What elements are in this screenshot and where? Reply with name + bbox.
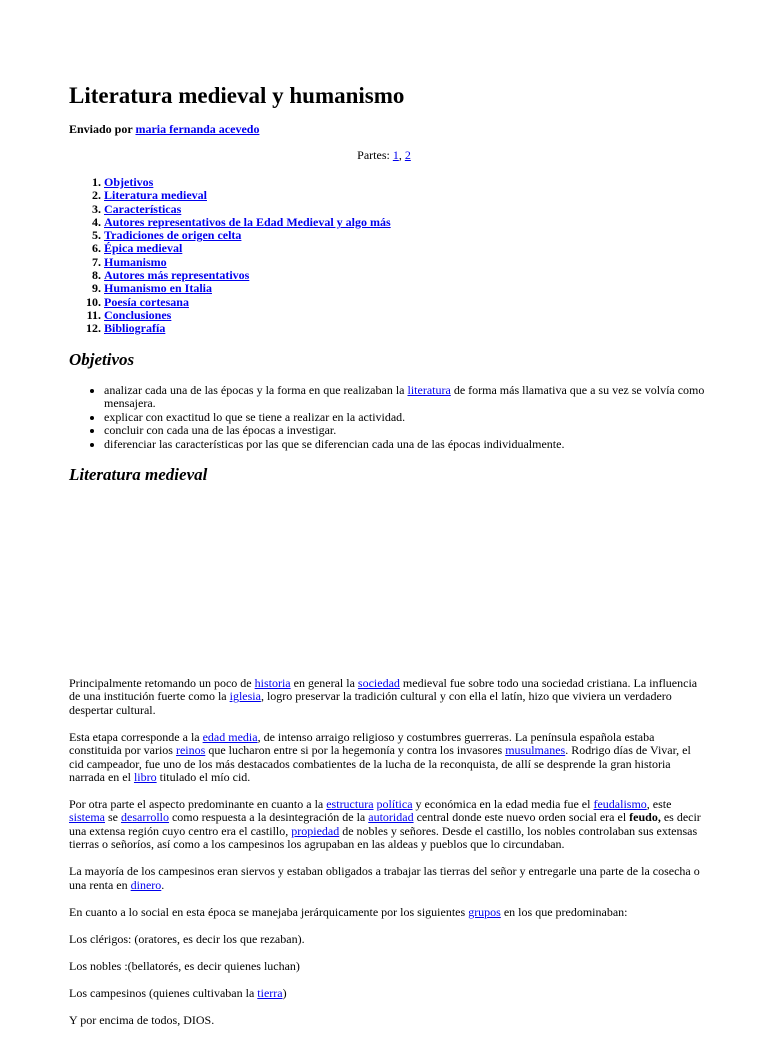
toc-item (104, 216, 391, 229)
text: que lucharon entre si por la hegemonía y contra los invasores (205, 743, 506, 758)
link-estructura[interactable]: estructura (326, 797, 374, 812)
link-libro[interactable]: libro (133, 770, 157, 785)
text: ) (282, 985, 287, 1000)
text: , este (646, 797, 672, 812)
text: Los campesinos (quienes cultivaban la (69, 985, 258, 1000)
paragraph-5 (69, 906, 701, 919)
paragraph-8 (69, 987, 701, 1000)
parts-separator: , (398, 148, 405, 162)
link-grupos[interactable]: grupos (468, 904, 501, 919)
toc-item (104, 203, 391, 216)
text: en los que predominaban: (500, 904, 628, 919)
text: medieval fue sobre todo una sociedad cristiana. La influencia de una institución fuerte como la (69, 676, 698, 704)
toc-link-tradiciones-celta[interactable]: Tradiciones de origen celta (104, 228, 242, 243)
paragraph-2 (69, 731, 701, 785)
toc-item (104, 176, 391, 189)
paragraph-4 (69, 865, 701, 892)
link-edad-media[interactable]: edad media (202, 729, 258, 744)
list-item-text: analizar cada una de las épocas y la forma en que realizaban la (104, 383, 408, 397)
text: , de intenso arraigo religioso y costumbres guerreras. La península española estaba constituida por varios (69, 729, 655, 758)
toc-item (104, 269, 391, 282)
parts-pagination (0, 149, 768, 162)
toc-link-conclusiones[interactable]: Conclusiones (104, 307, 172, 322)
toc-item (104, 229, 391, 242)
list-item: • explicar con exactitud lo que se tiene a realizar en la actividad. (104, 411, 724, 424)
toc-link-bibliografia[interactable]: Bibliografía (104, 321, 166, 336)
text: . (161, 877, 165, 892)
text: se (105, 810, 121, 825)
toc-link-literatura-medieval[interactable]: Literatura medieval (104, 188, 207, 203)
toc-item (104, 189, 391, 202)
bold-feudo: feudo, (629, 810, 661, 825)
link-desarrollo[interactable]: desarrollo (121, 810, 169, 825)
article-body (69, 677, 701, 1041)
text: La mayoría de los campesinos eran siervos y estaban obligados a trabajar las tierras del señor y entregarle una parte de la cosecha o una renta en (69, 864, 700, 892)
paragraph-7: Los nobles :(bellatorés, es decir quienes luchan) (69, 958, 300, 973)
part-2-link[interactable]: 2 (404, 148, 411, 162)
toc-link-autores-mas-representativos[interactable]: Autores más representativos (104, 268, 250, 283)
link-musulmanes[interactable]: musulmanes (505, 743, 566, 758)
toc-link-poesia-cortesana[interactable]: Poesía cortesana (104, 294, 189, 309)
link-literatura[interactable]: literatura (407, 383, 451, 397)
link-tierra[interactable]: tierra (257, 985, 283, 1000)
link-reinos[interactable]: reinos (175, 743, 206, 758)
toc-link-autores-representativos[interactable]: Autores representativos de la Edad Medieval y algo más (104, 214, 391, 229)
paragraph-3 (69, 798, 701, 852)
author-link[interactable]: maria fernanda acevedo (135, 122, 260, 136)
link-dinero[interactable]: dinero (130, 877, 162, 892)
objectives-list (69, 384, 724, 451)
link-sociedad[interactable]: sociedad (357, 676, 400, 690)
link-sistema[interactable]: sistema (69, 810, 105, 825)
toc-item (104, 242, 391, 255)
paragraph-6: Los clérigos: (oratores, es decir los que rezaban). (69, 931, 305, 946)
text: Principalmente retomando un poco de (69, 676, 255, 690)
toc-link-humanismo[interactable]: Humanismo (104, 254, 167, 269)
toc-item (104, 322, 391, 335)
toc-item (104, 256, 391, 269)
toc-link-epica-medieval[interactable]: Épica medieval (104, 241, 183, 256)
link-autoridad[interactable]: autoridad (368, 810, 414, 825)
text: central donde este nuevo orden social era el (413, 810, 630, 825)
link-propiedad[interactable]: propiedad (291, 823, 340, 838)
byline (69, 123, 259, 136)
text: , logro preservar la tradición cultural y con ella el latín, hizo que viviera un verdadero despertar cultural. (69, 689, 672, 717)
toc-item (104, 296, 391, 309)
toc-item (104, 309, 391, 322)
text: es decir una extensa región cuyo centro era el castillo, (69, 810, 701, 838)
toc-link-objetivos[interactable]: Objetivos (104, 175, 154, 189)
link-feudalismo[interactable]: feudalismo (593, 797, 647, 812)
link-politica[interactable]: política (376, 797, 413, 812)
list-item-text: de forma más llamativa que a su vez se volvía como mensajera. (104, 383, 705, 411)
link-iglesia[interactable]: iglesia (229, 689, 261, 704)
text: Por otra parte el aspecto predominante en cuanto a la (69, 797, 327, 812)
part-1-link[interactable]: 1 (392, 148, 399, 162)
text: y económica en la edad media fue el (412, 797, 594, 812)
text: titulado el mío cid. (156, 770, 251, 785)
section-heading-objetivos: Objetivos (69, 350, 135, 369)
paragraph-1 (69, 677, 701, 717)
text: como respuesta a la desintegración de la (168, 810, 369, 825)
byline-prefix: Enviado por (69, 122, 136, 136)
list-item: • diferenciar las características por las que se diferencian cada una de las épocas individualmente. (104, 438, 724, 451)
paragraph-9: Y por encima de todos, DIOS. (69, 1012, 215, 1027)
toc-link-humanismo-italia[interactable]: Humanismo en Italia (104, 281, 213, 296)
text: en general la (290, 676, 358, 690)
parts-label: Partes: (357, 148, 393, 162)
text: . Rodrigo días de Vivar, el cid campeador, fue uno de los más destacados combatientes de la lucha de la reconquista, de allí se desprende la gran historia narrada en el (69, 743, 691, 785)
text: Esta etapa corresponde a la (69, 729, 203, 744)
page-title: Literatura medieval y humanismo (69, 83, 405, 108)
table-of-contents (69, 176, 391, 336)
section-heading-literatura-medieval: Literatura medieval (69, 465, 208, 484)
list-item (104, 384, 724, 411)
toc-item (104, 282, 391, 295)
text: de nobles y señores. Desde el castillo, los nobles controlaban sus extensas tierras o señoríos, así como a los campesinos los agrupaban en las aldeas y pueblos que lo circundaban. (69, 823, 698, 852)
list-item: • concluir con cada una de las épocas a investigar. (104, 424, 724, 437)
link-historia[interactable]: historia (254, 676, 291, 690)
text: En cuanto a lo social en esta época se manejaba jerárquicamente por los siguientes (69, 904, 469, 919)
toc-link-caracteristicas[interactable]: Características (104, 201, 182, 216)
